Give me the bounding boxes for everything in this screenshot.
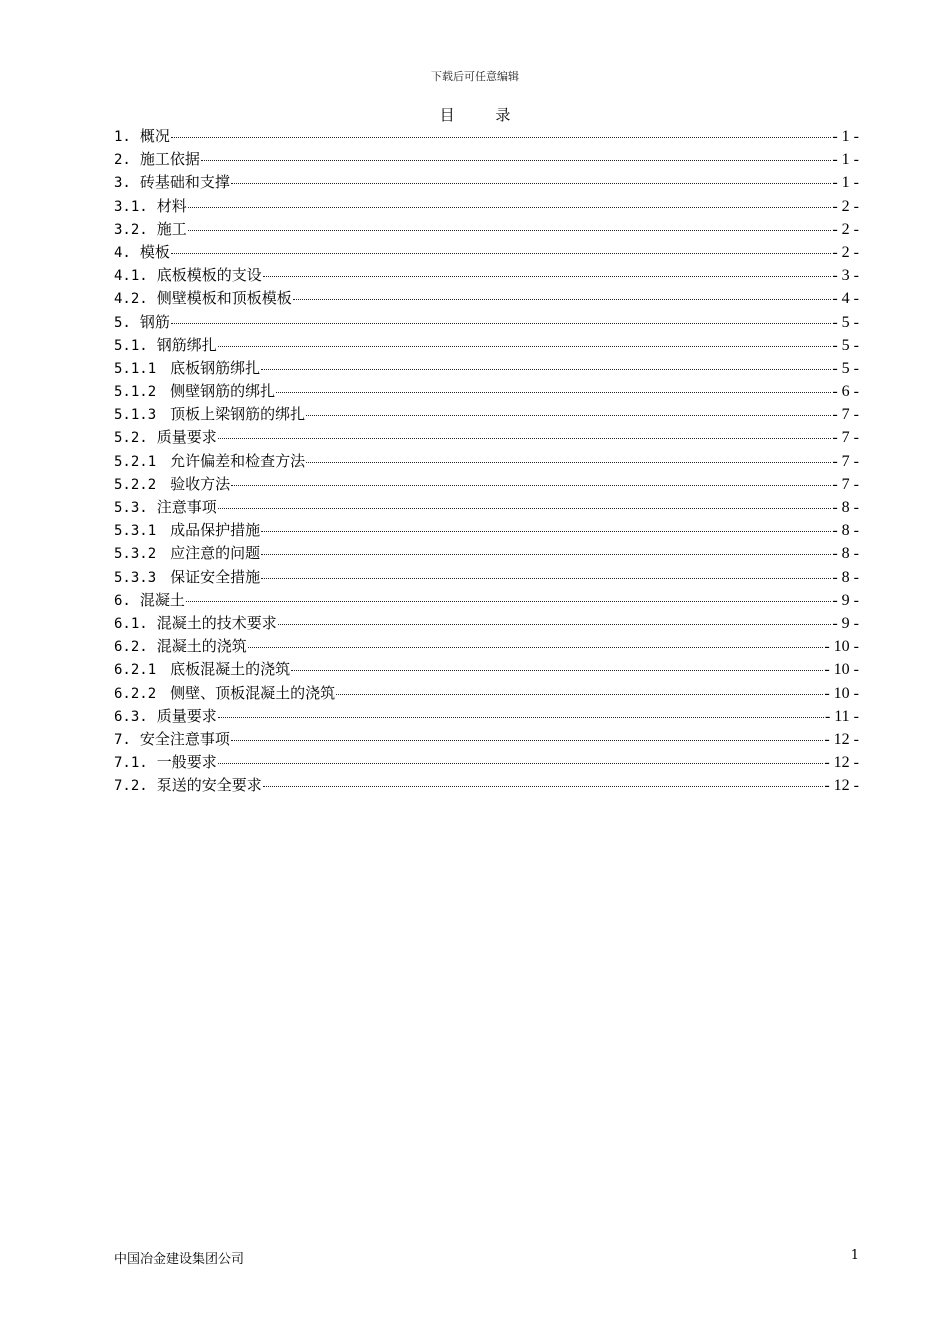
toc-entry-page: - 2 - bbox=[832, 220, 859, 238]
toc-entry-page: - 5 - bbox=[832, 359, 859, 377]
toc-entry[interactable] bbox=[114, 566, 859, 589]
toc-entry-page: - 2 - bbox=[832, 243, 859, 261]
toc-entry-title: 底板钢筋绑扎 bbox=[170, 358, 261, 377]
toc-entry-number: 6.1. bbox=[114, 615, 148, 632]
toc-entry-page: - 8 - bbox=[832, 499, 859, 516]
toc-entry-number: 3. bbox=[114, 175, 131, 192]
toc-dot-leader bbox=[261, 368, 831, 370]
toc-entry-page: - 8 - bbox=[832, 545, 859, 563]
toc-entry[interactable] bbox=[114, 334, 859, 357]
toc-entry-title: 顶板上梁钢筋的绑扎 bbox=[170, 405, 306, 424]
toc-entry[interactable] bbox=[114, 125, 859, 148]
toc-entry[interactable] bbox=[114, 241, 859, 264]
toc-entry-title: 允许偏差和检查方法 bbox=[170, 451, 306, 470]
toc-dot-leader bbox=[293, 298, 832, 300]
toc-entry-page: - 8 - bbox=[832, 568, 859, 586]
toc-entry-title: 质量要求 bbox=[156, 428, 217, 447]
toc-entry-title: 混凝土的技术要求 bbox=[156, 613, 277, 632]
toc-entry-number: 4.2. bbox=[114, 291, 148, 308]
toc-entry-page: - 5 - bbox=[832, 336, 859, 354]
toc-entry-page: - 9 - bbox=[832, 591, 859, 609]
toc-entry-number: 4.1. bbox=[114, 268, 148, 285]
toc-entry-title: 泵送的安全要求 bbox=[156, 776, 262, 795]
toc-entry-title: 侧壁、顶板混凝土的浇筑 bbox=[170, 683, 336, 702]
toc-entry-title: 侧壁钢筋的绑扎 bbox=[170, 382, 276, 401]
toc-dot-leader bbox=[306, 414, 831, 416]
toc-entry[interactable] bbox=[114, 311, 859, 334]
toc-entry-page: - 11 - bbox=[824, 707, 859, 725]
toc-entry-title: 底板混凝土的浇筑 bbox=[170, 660, 291, 679]
toc-entry-title: 施工依据 bbox=[139, 150, 200, 169]
toc-dot-leader bbox=[263, 785, 824, 787]
toc-dot-leader bbox=[276, 391, 831, 393]
toc-entry-page: - 5 - bbox=[832, 313, 859, 331]
toc-entry[interactable] bbox=[114, 473, 859, 496]
toc-entry-title: 验收方法 bbox=[170, 474, 231, 493]
toc-dot-leader bbox=[188, 206, 832, 208]
toc-dot-leader bbox=[278, 623, 832, 625]
toc-entry-page: - 2 - bbox=[832, 197, 859, 215]
toc-entry-number: 5.1.1 bbox=[114, 360, 157, 377]
toc-entry-page: - 4 - bbox=[832, 290, 859, 308]
toc-entry[interactable] bbox=[114, 728, 859, 751]
toc-entry-number: 5.3.3 bbox=[114, 569, 157, 586]
toc-entry-number: 5.2.1 bbox=[114, 453, 157, 470]
toc-entry-number: 7.1. bbox=[114, 755, 148, 772]
toc-entry[interactable] bbox=[114, 635, 859, 658]
toc-entry-number: 6.2.2 bbox=[114, 685, 157, 702]
toc-entry-number: 5.1. bbox=[114, 337, 148, 354]
toc-entry-page: - 9 - bbox=[832, 614, 859, 632]
toc-entry-title: 应注意的问题 bbox=[170, 544, 261, 563]
toc-entry-title: 模板 bbox=[139, 242, 170, 261]
toc-entry-number: 1. bbox=[114, 129, 131, 145]
toc-entry[interactable] bbox=[114, 195, 859, 218]
footer-company: 中国冶金建设集团公司 bbox=[114, 1252, 245, 1267]
toc-entry-number: 6.2.1 bbox=[114, 662, 157, 679]
toc-entry[interactable] bbox=[114, 148, 859, 171]
toc-dot-leader bbox=[218, 716, 824, 718]
toc-entry[interactable] bbox=[114, 450, 859, 473]
toc-entry-page: - 7 - bbox=[832, 475, 859, 493]
toc-entry-page: - 10 - bbox=[824, 638, 859, 656]
toc-entry[interactable] bbox=[114, 426, 859, 449]
toc-entry-title: 钢筋 bbox=[139, 312, 170, 331]
toc-dot-leader bbox=[231, 484, 831, 486]
toc-entry-page: - 1 - bbox=[832, 128, 859, 145]
table-of-contents bbox=[114, 125, 859, 797]
toc-entry[interactable] bbox=[114, 380, 859, 403]
toc-entry-title: 底板模板的支设 bbox=[156, 266, 262, 285]
toc-entry[interactable] bbox=[114, 403, 859, 426]
toc-entry[interactable] bbox=[114, 682, 859, 705]
toc-entry-page: - 7 - bbox=[832, 452, 859, 470]
toc-entry-number: 5.1.2 bbox=[114, 384, 157, 401]
toc-dot-leader bbox=[186, 600, 831, 602]
toc-dot-leader bbox=[336, 693, 823, 695]
toc-entry-title: 材料 bbox=[156, 196, 187, 215]
toc-entry[interactable] bbox=[114, 171, 859, 194]
toc-entry-page: - 3 - bbox=[832, 267, 859, 285]
toc-entry[interactable] bbox=[114, 751, 859, 774]
toc-entry[interactable] bbox=[114, 658, 859, 681]
toc-dot-leader bbox=[218, 762, 824, 764]
toc-entry-page: - 10 - bbox=[824, 684, 859, 702]
toc-entry-number: 6.2. bbox=[114, 639, 148, 656]
toc-dot-leader bbox=[231, 739, 823, 741]
toc-entry-title: 钢筋绑扎 bbox=[156, 335, 217, 354]
toc-entry[interactable] bbox=[114, 774, 859, 797]
toc-entry-number: 3.2. bbox=[114, 221, 148, 238]
toc-entry-number: 5.3.2 bbox=[114, 546, 157, 563]
toc-entry-page: - 7 - bbox=[832, 429, 859, 447]
toc-dot-leader bbox=[261, 577, 831, 579]
toc-entry[interactable] bbox=[114, 589, 859, 612]
toc-entry-title: 混凝土的浇筑 bbox=[156, 637, 247, 656]
toc-entry-title: 概况 bbox=[139, 127, 170, 145]
footer-page-number: 1 bbox=[850, 1248, 859, 1263]
toc-entry[interactable] bbox=[114, 542, 859, 565]
toc-entry-title: 施工 bbox=[156, 219, 187, 238]
toc-entry-page: - 6 - bbox=[832, 383, 859, 401]
toc-entry[interactable] bbox=[114, 519, 859, 542]
toc-entry-number: 4. bbox=[114, 244, 131, 261]
toc-entry-page: - 1 - bbox=[832, 151, 859, 169]
toc-dot-leader bbox=[171, 252, 831, 254]
toc-dot-leader bbox=[261, 553, 831, 555]
toc-entry[interactable] bbox=[114, 287, 859, 310]
toc-entry-title: 质量要求 bbox=[156, 706, 217, 725]
toc-entry-number: 5.3. bbox=[114, 500, 148, 516]
toc-entry-number: 6. bbox=[114, 592, 131, 609]
toc-dot-leader bbox=[231, 182, 831, 184]
toc-dot-leader bbox=[218, 345, 832, 347]
toc-dot-leader bbox=[261, 530, 831, 532]
toc-dot-leader bbox=[171, 322, 831, 324]
toc-entry-number: 7. bbox=[114, 731, 131, 748]
toc-entry-number: 3.1. bbox=[114, 198, 148, 215]
toc-dot-leader bbox=[218, 437, 832, 439]
toc-dot-leader bbox=[248, 646, 824, 648]
toc-entry[interactable] bbox=[114, 264, 859, 287]
toc-entry-number: 2. bbox=[114, 152, 131, 169]
toc-entry[interactable] bbox=[114, 705, 859, 728]
toc-entry-title: 注意事项 bbox=[156, 498, 217, 516]
toc-entry-number: 5.2. bbox=[114, 430, 148, 447]
toc-dot-leader bbox=[201, 159, 831, 161]
toc-entry-page: - 10 - bbox=[824, 661, 859, 679]
toc-dot-leader bbox=[218, 507, 832, 509]
toc-entry-number: 7.2. bbox=[114, 778, 148, 795]
toc-entry-page: - 7 - bbox=[832, 406, 859, 424]
toc-dot-leader bbox=[171, 136, 831, 138]
toc-entry-number: 5.2.2 bbox=[114, 476, 157, 493]
toc-entry[interactable] bbox=[114, 612, 859, 635]
toc-entry-number: 5. bbox=[114, 314, 131, 331]
toc-entry[interactable] bbox=[114, 218, 859, 241]
toc-dot-leader bbox=[263, 275, 832, 277]
toc-dot-leader bbox=[291, 669, 823, 671]
toc-entry[interactable] bbox=[114, 496, 859, 519]
toc-entry-page: - 8 - bbox=[832, 522, 859, 540]
toc-entry-number: 5.1.3 bbox=[114, 407, 157, 424]
toc-entry-title: 成品保护措施 bbox=[170, 521, 261, 540]
toc-title: 目 录 bbox=[439, 106, 529, 124]
toc-entry-title: 保证安全措施 bbox=[170, 567, 261, 586]
toc-entry-page: - 12 - bbox=[824, 730, 859, 748]
toc-entry-title: 安全注意事项 bbox=[139, 729, 230, 748]
toc-entry-page: - 12 - bbox=[824, 777, 859, 795]
toc-entry-title: 砖基础和支撑 bbox=[139, 173, 230, 192]
toc-entry-number: 6.3. bbox=[114, 708, 148, 725]
toc-entry-title: 混凝土 bbox=[139, 590, 185, 609]
toc-entry-number: 5.3.1 bbox=[114, 523, 157, 540]
page-header: 下载后可任意编辑 bbox=[431, 70, 519, 83]
toc-entry-title: 侧壁模板和顶板模板 bbox=[156, 289, 292, 308]
toc-entry-page: - 12 - bbox=[824, 754, 859, 772]
toc-entry[interactable] bbox=[114, 357, 859, 380]
toc-dot-leader bbox=[188, 229, 832, 231]
toc-entry-page: - 1 - bbox=[832, 174, 859, 192]
toc-entry-title: 一般要求 bbox=[156, 753, 217, 772]
toc-dot-leader bbox=[306, 461, 831, 463]
